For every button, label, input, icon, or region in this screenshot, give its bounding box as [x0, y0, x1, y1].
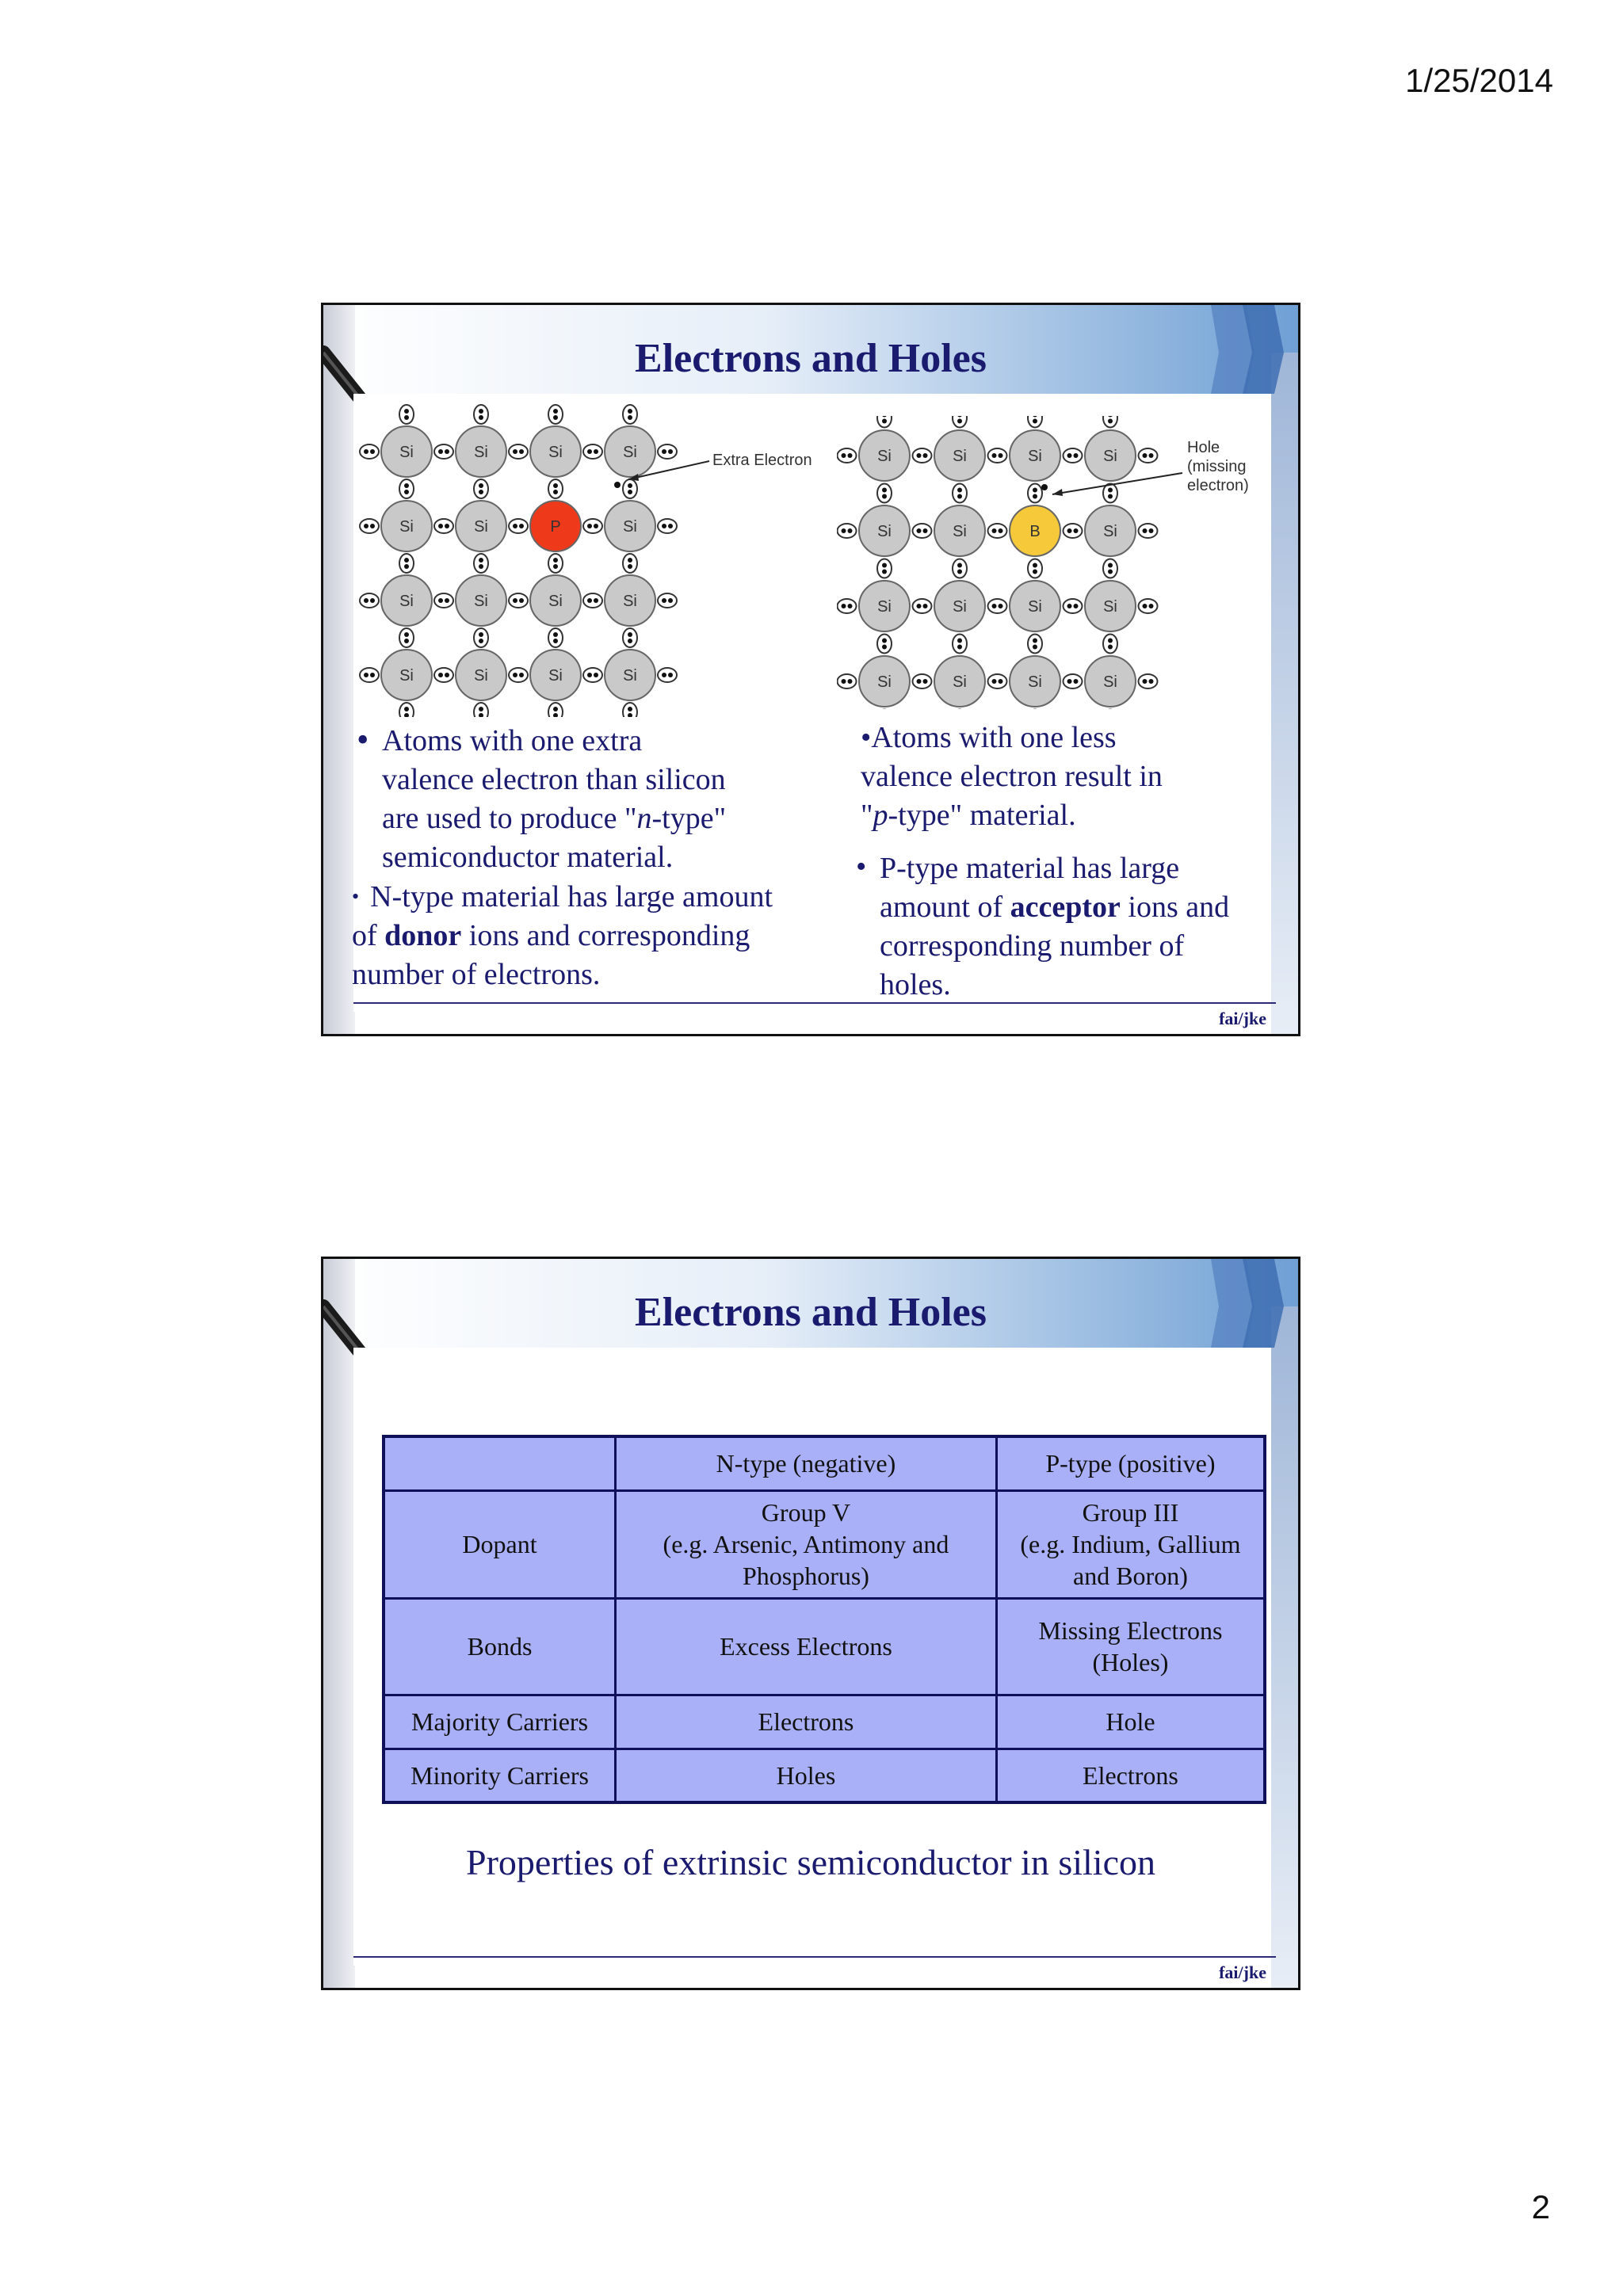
atom-label: Si [474, 444, 488, 461]
atom-label: Si [474, 667, 488, 685]
bond-electron-pair [988, 524, 1007, 538]
table-cell: Missing Electrons (Holes) [996, 1598, 1265, 1695]
bond-electron-pair [1028, 484, 1042, 503]
atom-label: B [1029, 523, 1041, 540]
atom-label: Si [1103, 673, 1117, 691]
bond-electron-pair [399, 554, 414, 573]
footer-line [353, 1956, 1276, 1958]
bond-electron-pair [1139, 524, 1158, 538]
silicon-atom [859, 505, 910, 556]
bond-electron-pair [583, 444, 602, 459]
bond-electron-pair [953, 484, 967, 503]
bond-electron-pair [434, 593, 453, 608]
bond-electron-pair [913, 524, 932, 538]
slide-2 [321, 1257, 1300, 1990]
atom-label: Si [1103, 448, 1117, 465]
bond-electron-pair [658, 593, 677, 608]
bond-electron-pair [434, 444, 453, 459]
silicon-atom [859, 430, 910, 481]
atom-label: Si [623, 518, 637, 536]
table-cell: Holes [616, 1749, 997, 1802]
row-label: Bonds [384, 1598, 616, 1695]
silicon-atom [934, 430, 985, 481]
bond-electron-pair [877, 635, 892, 654]
bond-electron-pair [1103, 559, 1117, 578]
bond-electron-pair [953, 559, 967, 578]
n-type-bullets [352, 722, 827, 994]
silicon-atom [1010, 581, 1060, 631]
atom-label: Si [1028, 598, 1042, 616]
atom-label: Si [877, 448, 892, 465]
silicon-atom [381, 501, 432, 551]
atom-label: Si [953, 523, 967, 540]
table-cell: Electrons [616, 1695, 997, 1749]
atom-label: Si [1103, 523, 1117, 540]
silicon-atom [605, 501, 655, 551]
table-row [384, 1695, 1265, 1749]
atom-label: Si [623, 667, 637, 685]
atom-label: Si [399, 444, 414, 461]
bullet-dot-icon: • [357, 720, 369, 759]
bond-electron-pair [988, 448, 1007, 463]
silicon-atom [530, 575, 581, 626]
atom-label: Si [399, 593, 414, 610]
bond-electron-pair [1028, 559, 1042, 578]
bond-electron-pair [1064, 599, 1083, 613]
silicon-atom [605, 650, 655, 700]
bond-electron-pair [583, 668, 602, 682]
atom-label: P [550, 518, 561, 536]
bond-electron-pair [509, 668, 528, 682]
bond-electron-pair [623, 405, 637, 424]
atom-label: Si [953, 598, 967, 616]
bond-electron-pair [913, 448, 932, 463]
bond-electron-pair [838, 599, 857, 613]
bond-electron-pair [877, 484, 892, 503]
atom-label: Si [623, 593, 637, 610]
atom-label: Si [474, 518, 488, 536]
bond-electron-pair [988, 674, 1007, 688]
extra-electron-label: Extra Electron [712, 452, 812, 469]
bond-electron-pair [877, 559, 892, 578]
bond-electron-pair [548, 479, 563, 498]
silicon-atom [381, 575, 432, 626]
bond-electron-pair [360, 668, 379, 682]
bond-electron-pair [988, 599, 1007, 613]
bond-electron-pair [360, 593, 379, 608]
silicon-atom [456, 650, 506, 700]
bond-electron-pair [838, 524, 857, 538]
bond-electron-pair [548, 554, 563, 573]
silicon-atom [381, 426, 432, 477]
silicon-atom [859, 581, 910, 631]
silicon-atom [1085, 656, 1136, 707]
atom-label: Si [877, 523, 892, 540]
bond-electron-pair [474, 405, 488, 424]
bond-electron-pair [399, 479, 414, 498]
bond-electron-pair [913, 674, 932, 688]
bond-electron-pair [434, 519, 453, 533]
atom-label: Si [953, 673, 967, 691]
bond-electron-pair [399, 703, 414, 717]
table-header-cell: P-type (positive) [996, 1436, 1265, 1490]
bond-electron-pair [623, 479, 637, 498]
n-type-lattice-diagram [359, 404, 819, 717]
silicon-atom [1010, 430, 1060, 481]
silicon-atom [934, 656, 985, 707]
table-row [384, 1490, 1265, 1598]
bond-electron-pair [583, 593, 602, 608]
bond-electron-pair [953, 635, 967, 654]
hole-marker-dot [1041, 484, 1048, 490]
bond-electron-pair [658, 668, 677, 682]
bond-electron-pair [399, 628, 414, 647]
atom-label: Si [953, 448, 967, 465]
silicon-atom [605, 426, 655, 477]
bond-electron-pair [1028, 416, 1042, 428]
silicon-atom [1010, 656, 1060, 707]
bond-electron-pair [474, 479, 488, 498]
atom-label: Si [1028, 673, 1042, 691]
bond-electron-pair [623, 554, 637, 573]
silicon-atom [456, 426, 506, 477]
bond-electron-pair [1103, 635, 1117, 654]
bond-electron-pair [360, 519, 379, 533]
bond-electron-pair [474, 628, 488, 647]
silicon-atom [530, 426, 581, 477]
bond-electron-pair [658, 444, 677, 459]
silicon-atom [456, 501, 506, 551]
bond-electron-pair [1139, 448, 1158, 463]
atom-label: Si [623, 444, 637, 461]
page-date: 1/25/2014 [1405, 62, 1553, 99]
bullet-p-atoms: •Atoms with one less valence electron result in "p-type" material. [861, 721, 1163, 832]
bond-electron-pair [1028, 635, 1042, 654]
page-number: 2 [1531, 2188, 1550, 2225]
dopant-atom [1010, 505, 1060, 556]
atom-label: Si [1028, 448, 1042, 465]
bond-electron-pair [953, 416, 967, 428]
silicon-atom [934, 581, 985, 631]
bond-electron-pair [838, 674, 857, 688]
hole-label-line3: electron) [1187, 477, 1249, 494]
table-header-cell [384, 1436, 616, 1490]
p-type-bullets [856, 719, 1289, 1005]
bond-electron-pair [1139, 674, 1158, 688]
bond-electron-pair [1064, 448, 1083, 463]
atom-label: Si [877, 673, 892, 691]
silicon-atom [1085, 581, 1136, 631]
table-cell: Group V (e.g. Arsenic, Antimony and Phosphorus) [616, 1490, 997, 1598]
table-cell: Electrons [996, 1749, 1265, 1802]
silicon-atom [381, 650, 432, 700]
slide-footer: fai/jke [1219, 1009, 1266, 1028]
table-header-row [384, 1436, 1265, 1490]
bond-electron-pair [474, 703, 488, 717]
slide-footer: fai/jke [1219, 1962, 1266, 1982]
bond-electron-pair [399, 405, 414, 424]
bullet-dot-icon: • [856, 850, 867, 883]
bullet-p-acceptor: • P-type material has large amount of acceptor ions and corresponding number of holes. [861, 849, 1289, 1005]
extra-electron-dot [614, 482, 621, 488]
silicon-atom [1085, 505, 1136, 556]
atom-label: Si [548, 444, 563, 461]
table-cell: Excess Electrons [616, 1598, 997, 1695]
bond-electron-pair [623, 703, 637, 717]
atom-label: Si [1103, 598, 1117, 616]
atom-label: Si [548, 667, 563, 685]
bond-electron-pair [509, 444, 528, 459]
bond-electron-pair [509, 519, 528, 533]
bond-electron-pair [877, 416, 892, 428]
bullet-n-donor: • N-type material has large amount of donor ions and corresponding number of electrons. [352, 880, 773, 991]
hole-label-line2: (missing [1187, 458, 1247, 475]
bond-electron-pair [1103, 416, 1117, 428]
atom-label: Si [474, 593, 488, 610]
bullet-dot-icon: • [352, 885, 360, 908]
bond-electron-pair [913, 599, 932, 613]
table-cell: Group III (e.g. Indium, Gallium and Boron) [996, 1490, 1265, 1598]
bond-electron-pair [583, 519, 602, 533]
atom-label: Si [399, 518, 414, 536]
silicon-atom [934, 505, 985, 556]
bond-electron-pair [548, 703, 563, 717]
table-header-cell: N-type (negative) [616, 1436, 997, 1490]
bond-electron-pair [1139, 599, 1158, 613]
table-row [384, 1598, 1265, 1695]
bond-electron-pair [1064, 674, 1083, 688]
bond-electron-pair [548, 405, 563, 424]
bond-electron-pair [360, 444, 379, 459]
row-label: Dopant [384, 1490, 616, 1598]
silicon-atom [1085, 430, 1136, 481]
bond-electron-pair [548, 628, 563, 647]
slide-1 [321, 303, 1300, 1036]
slide-title: Electrons and Holes [635, 1290, 987, 1335]
silicon-atom [456, 575, 506, 626]
dopant-atom [530, 501, 581, 551]
bond-electron-pair [1064, 524, 1083, 538]
p-type-lattice-diagram [837, 416, 1277, 709]
bullet-n-atoms: • Atoms with one extra valence electron than silicon are used to produce "n-type" semiconductor material. [357, 720, 727, 874]
footer-line [353, 1002, 1276, 1004]
bond-electron-pair [474, 554, 488, 573]
bond-electron-pair [838, 448, 857, 463]
bond-electron-pair [1103, 484, 1117, 503]
atom-label: Si [877, 598, 892, 616]
table-caption: Properties of extrinsic semiconductor in silicon [466, 1842, 1155, 1882]
bond-electron-pair [658, 519, 677, 533]
silicon-atom [859, 656, 910, 707]
bond-electron-pair [509, 593, 528, 608]
silicon-atom [530, 650, 581, 700]
properties-table [382, 1435, 1266, 1804]
atom-label: Si [548, 593, 563, 610]
silicon-atom [605, 575, 655, 626]
atom-label: Si [399, 667, 414, 685]
row-label: Minority Carriers [384, 1749, 616, 1802]
table-row [384, 1749, 1265, 1802]
slide-title: Electrons and Holes [635, 336, 987, 381]
bond-electron-pair [434, 668, 453, 682]
row-label: Majority Carriers [384, 1695, 616, 1749]
bond-electron-pair [623, 628, 637, 647]
table-cell: Hole [996, 1695, 1265, 1749]
hole-label: Hole [1187, 439, 1220, 456]
